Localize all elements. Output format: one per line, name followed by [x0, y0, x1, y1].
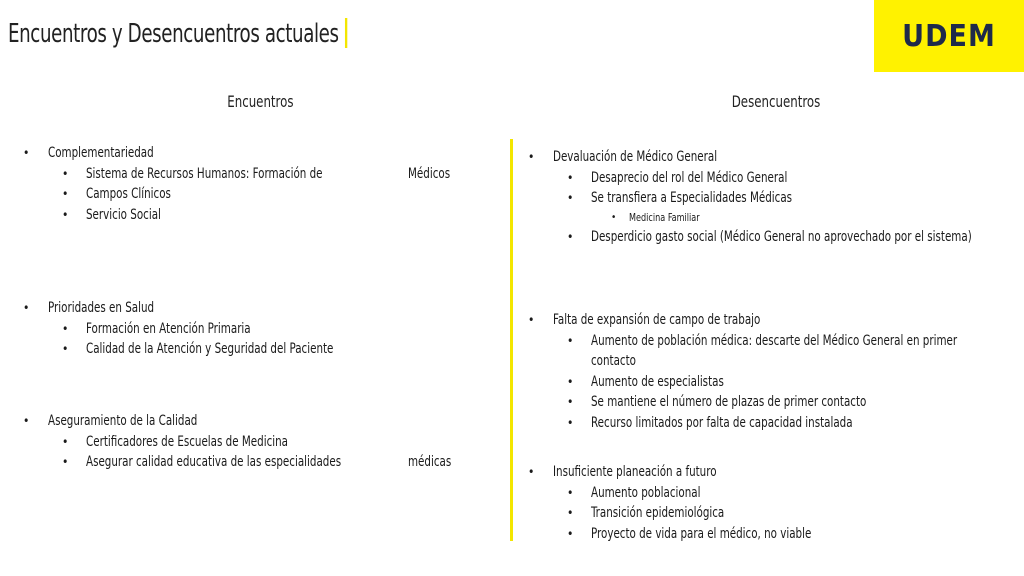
list-item: • Aumento de especialistas: [567, 373, 724, 390]
list-item: • Transición epidemiológica: [567, 505, 725, 521]
list-item-continuation: contacto: [591, 353, 636, 369]
slide-title: [8, 18, 347, 49]
desencuentros-heading: Desencuentros: [731, 92, 821, 111]
column-divider: [510, 139, 513, 541]
list-item: • Desperdicio gasto social (Médico General no aprovechado por el sistema): [567, 228, 972, 245]
encuentros-group-aseguramiento: [23, 411, 452, 473]
udem-logo: [874, 0, 1024, 72]
list-item: • Insuficiente planeación a futuro: [528, 464, 717, 480]
list-item: • Recurso limitados por falta de capacidad instalada: [567, 414, 853, 431]
desencuentros-group-devaluacion: [528, 147, 1024, 247]
logo-text: UDEM: [902, 18, 996, 54]
list-item: • Certificadores de Escuelas de Medicina: [62, 433, 288, 450]
list-item: • Asegurar calidad educativa de las especialidades médicas: [62, 454, 452, 470]
list-item: • Calidad de la Atención y Seguridad del Paciente: [62, 341, 334, 357]
list-item: • Aumento de población médica: descarte del Médico General en primer: [567, 332, 958, 349]
list-item: • Devaluación de Médico General: [528, 149, 718, 165]
list-item: • Falta de expansión de campo de trabajo: [528, 312, 761, 328]
encuentros-group-complementariedad: [23, 143, 451, 225]
desencuentros-group-expansion: [528, 310, 1024, 433]
list-item: • Desaprecio del rol del Médico General: [567, 169, 788, 186]
encuentros-group-prioridades: [23, 298, 388, 360]
list-item: • Medicina Familiar: [611, 210, 700, 224]
slide-title-text: Encuentros y Desencuentros actuales: [8, 19, 339, 49]
list-item: • Se transfiera a Especialidades Médicas: [567, 190, 793, 206]
list-item: • Complementariedad: [23, 145, 154, 161]
desencuentros-group-planeacion: [528, 462, 860, 544]
title-accent-bar: [345, 18, 347, 48]
list-item: • Se mantiene el número de plazas de primer contacto: [567, 394, 867, 410]
list-item: • Sistema de Recursos Humanos: Formación de Médicos: [62, 165, 451, 182]
list-item: • Proyecto de vida para el médico, no viable: [567, 525, 812, 542]
encuentros-heading: Encuentros: [227, 92, 294, 111]
list-item: • Aseguramiento de la Calidad: [23, 413, 198, 429]
list-item: • Prioridades en Salud: [23, 300, 155, 316]
list-item: • Aumento poblacional: [567, 484, 701, 501]
list-item: • Servicio Social: [62, 206, 161, 223]
list-item: • Formación en Atención Primaria: [62, 320, 251, 337]
list-item: • Campos Clínicos: [62, 186, 171, 202]
